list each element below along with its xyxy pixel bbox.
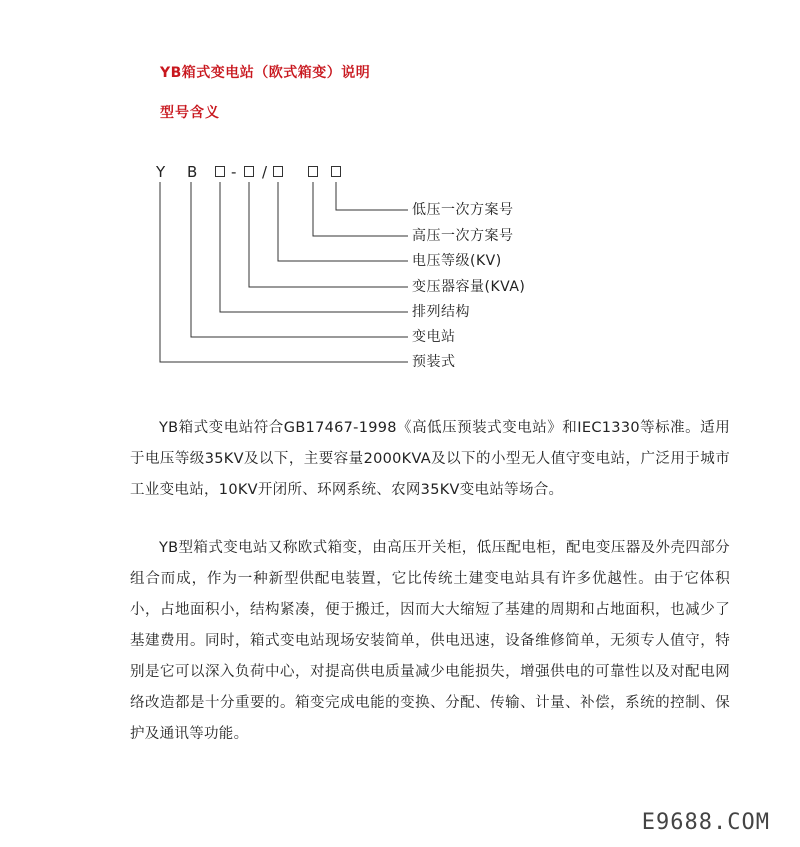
label-transformer-capacity: 变压器容量(KVA): [412, 279, 526, 295]
doc-title: YB箱式变电站（欧式箱变）说明: [160, 65, 371, 81]
leader-line-substation: [191, 182, 408, 337]
code-letter-y: Y: [156, 163, 166, 181]
code-slash: /: [262, 163, 268, 181]
code-letter-b: B: [187, 163, 198, 181]
leader-line-hv-scheme: [313, 182, 408, 236]
paragraph-standards: YB箱式变电站符合GB17467-1998《高低压预装式变电站》和IEC1330等标准。适用于电压等级35KV及以下，主要容量2000KVA及以下的小型无人值守变电站，广泛用于城市工业变电站，10KV开闭所、环网系统、农网35KV变电站等场合。: [130, 420, 730, 498]
paragraph-description: YB型箱式变电站又称欧式箱变，由高压开关柜，低压配电柜，配电变压器及外壳四部分组合而成，作为一种新型供配电装置，它比传统土建变电站具有许多优越性。由于它体积小，占地面积小，结构紧凑，便于搬迁，因而大大缩短了基建的周期和占地面积，也减少了基建费用。同时，箱式变电站现场安装简单，供电迅速，设备维修简单，无须专人值守，特别是它可以深入负荷中心，对提高供电质量减少电能损失，增强供电的可靠性以及对配电网络改造都是十分重要的。箱变完成电能的变换、分配、传输、计量、补偿，系统的控制、保护及通讯等功能。: [130, 540, 730, 742]
watermark-logo: E9688.COM: [641, 810, 770, 835]
label-lv-scheme: 低压一次方案号: [412, 202, 514, 218]
leader-line-prefab: [160, 182, 408, 362]
leader-line-lv-scheme: [336, 182, 408, 210]
leader-line-arrangement: [220, 182, 408, 312]
label-arrangement: 排列结构: [412, 304, 470, 320]
code-dash: -: [231, 163, 237, 181]
label-hv-scheme: 高压一次方案号: [412, 228, 514, 244]
label-voltage-level: 电压等级(KV): [412, 253, 502, 269]
section-heading: 型号含义: [160, 105, 220, 121]
leader-line-voltage: [278, 182, 408, 261]
leader-line-capacity: [249, 182, 408, 287]
label-prefabricated: 预装式: [412, 354, 456, 370]
label-substation: 变电站: [412, 329, 456, 345]
